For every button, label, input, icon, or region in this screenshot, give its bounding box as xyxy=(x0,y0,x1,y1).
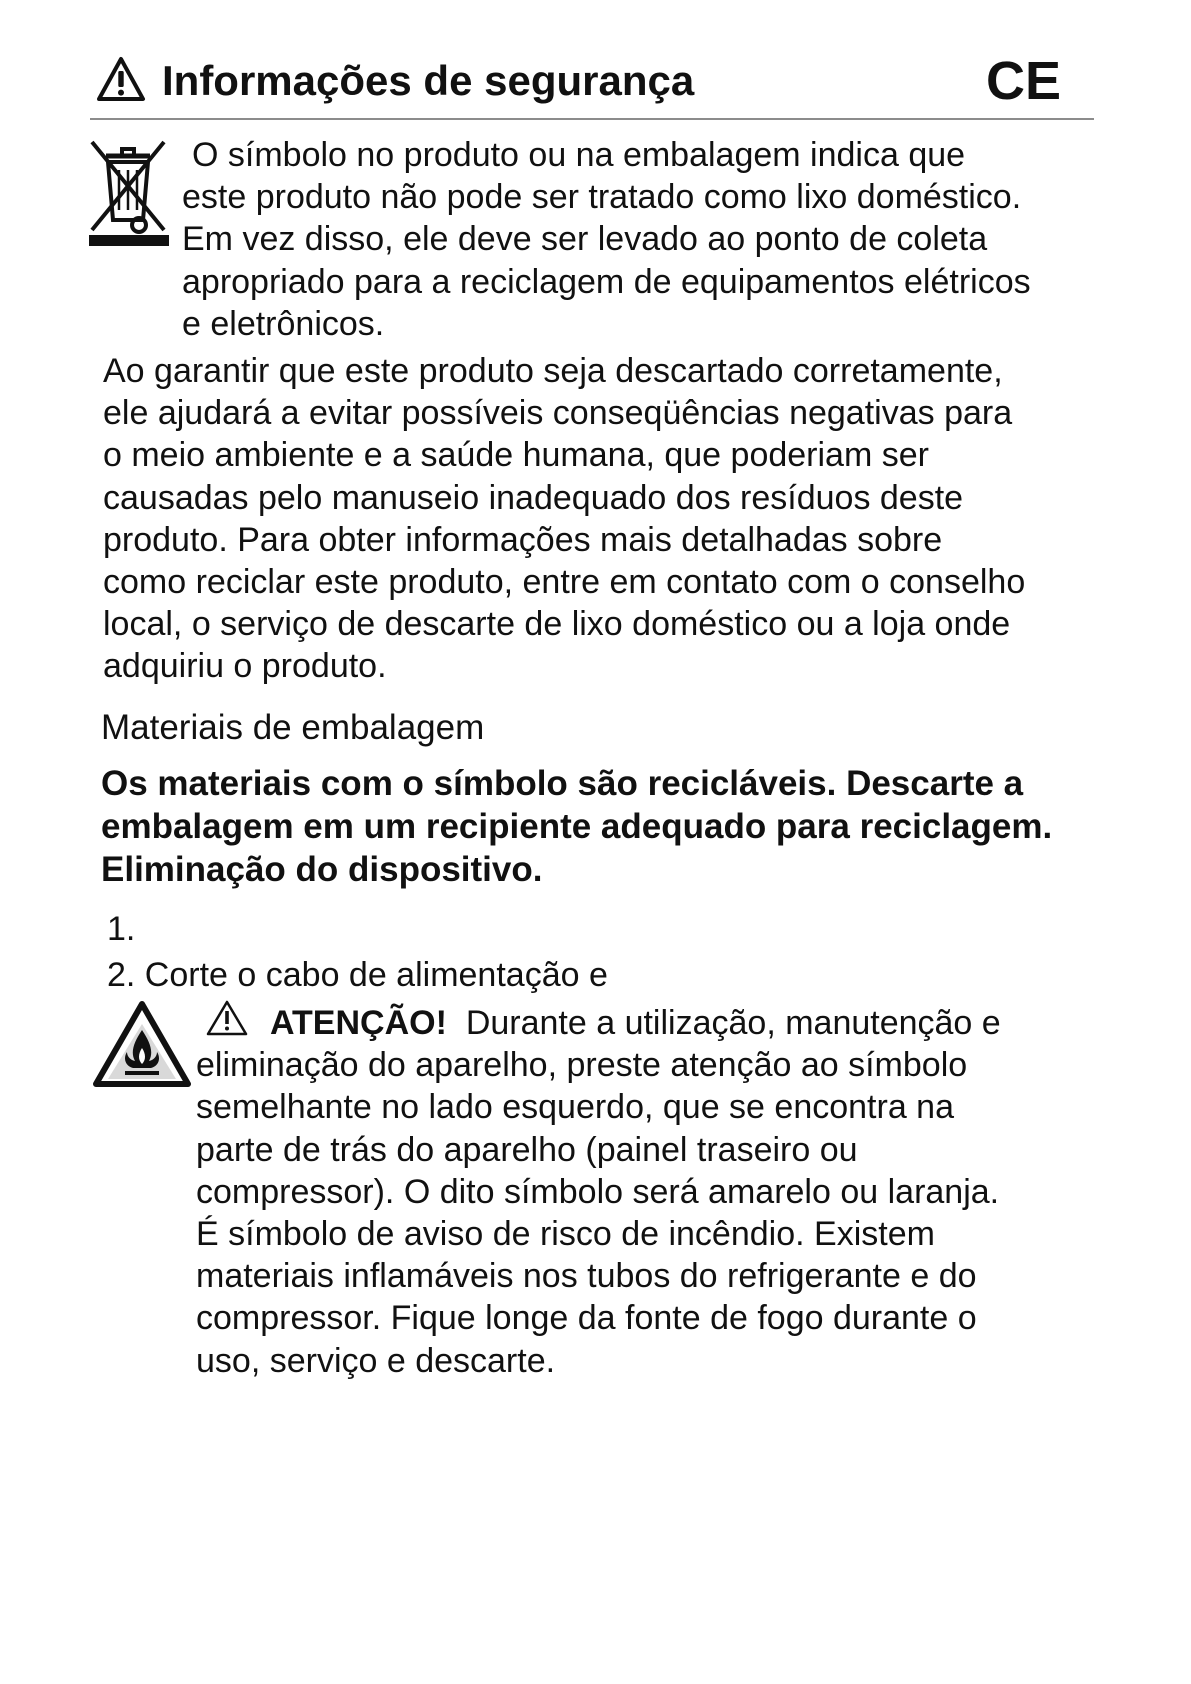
packaging-bold-line: Os materiais com o símbolo são recicláveis. Descarte a xyxy=(101,764,1024,803)
disposal-line: o meio ambiente e a saúde humana, que poderiam ser xyxy=(103,436,929,475)
disposal-line: causadas pelo manuseio inadequado dos resíduos deste xyxy=(103,478,964,517)
header-divider xyxy=(90,118,1094,120)
attention-line: eliminação do aparelho, preste atenção ao símbolo xyxy=(196,1046,968,1085)
disposal-line: como reciclar este produto, entre em contato com o conselho xyxy=(103,563,1026,602)
list-item: 1. xyxy=(107,910,136,948)
attention-label: ATENÇÃO! xyxy=(270,1004,447,1042)
flammable-warning-icon xyxy=(92,1000,192,1090)
attention-line: semelhante no lado esquerdo, que se encontra na xyxy=(196,1088,954,1127)
attention-line: materiais inflamáveis nos tubos do refrigerante e do xyxy=(196,1257,977,1296)
packaging-heading: Materiais de embalagem xyxy=(101,708,485,747)
attention-first-line xyxy=(196,1002,1001,1044)
ce-mark-text: CE xyxy=(986,54,1062,106)
disposal-line: adquiriu o produto. xyxy=(103,647,387,686)
disposal-line: Ao garantir que este produto seja descartado corretamente, xyxy=(103,352,1003,390)
page-title: Informações de segurança xyxy=(162,57,695,104)
disposal-paragraph xyxy=(103,350,1025,688)
disposal-line: ele ajudará a evitar possíveis conseqüências negativas para xyxy=(103,394,1013,433)
crossed-out-wheelie-bin-icon xyxy=(88,136,170,246)
attention-line: parte de trás do aparelho (painel traseiro ou xyxy=(196,1130,858,1169)
disposal-steps-list xyxy=(107,906,608,998)
packaging-bold-line: embalagem em um recipiente adequado para reciclagem. xyxy=(101,807,1053,846)
attention-line: compressor. Fique longe da fonte de fogo durante o xyxy=(196,1299,977,1338)
attention-first-line-text: Durante a utilização, manutenção e xyxy=(465,1004,1001,1042)
packaging-bold-line: Eliminação do dispositivo. xyxy=(101,850,543,889)
attention-paragraph xyxy=(196,1002,1001,1382)
weee-line: e eletrônicos. xyxy=(182,304,385,343)
weee-line: apropriado para a reciclagem de equipamentos elétricos xyxy=(182,262,1031,301)
ce-mark-icon xyxy=(986,54,1062,106)
weee-line: Em vez disso, ele deve ser levado ao ponto de coleta xyxy=(182,220,988,259)
disposal-line: produto. Para obter informações mais detalhadas sobre xyxy=(103,520,943,559)
weee-line: O símbolo no produto ou na embalagem indica que xyxy=(192,136,966,174)
weee-paragraph xyxy=(182,134,1031,345)
packaging-bold-paragraph xyxy=(101,762,1052,891)
list-item: 2. Corte o cabo de alimentação e xyxy=(107,956,608,994)
disposal-line: local, o serviço de descarte de lixo doméstico ou a loja onde xyxy=(103,605,1011,644)
warning-triangle-icon xyxy=(96,56,146,102)
attention-line: uso, serviço e descarte. xyxy=(196,1341,556,1380)
attention-line: É símbolo de aviso de risco de incêndio. Existem xyxy=(196,1215,935,1254)
weee-line: este produto não pode ser tratado como lixo doméstico. xyxy=(182,178,1022,217)
attention-line: compressor). O dito símbolo será amarelo ou laranja. xyxy=(196,1172,1000,1211)
page-header xyxy=(96,52,1094,118)
